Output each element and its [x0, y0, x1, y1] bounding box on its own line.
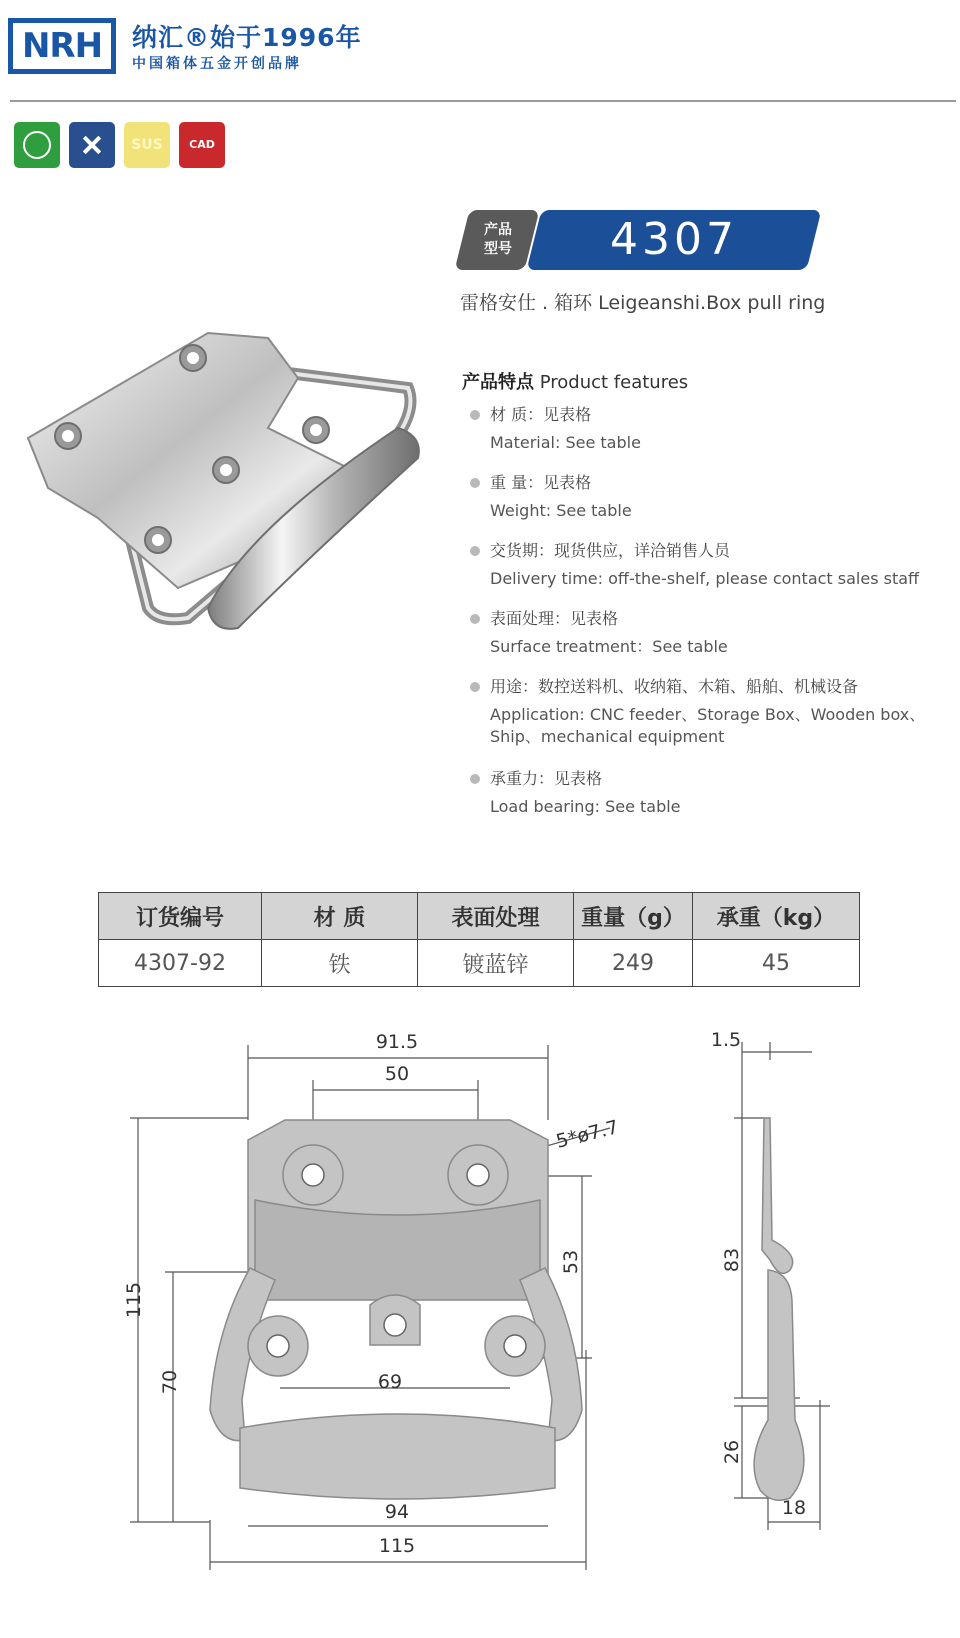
dim-hole-spacing: 50: [384, 1063, 410, 1085]
dim-lower-hole-spacing: 69: [377, 1371, 403, 1393]
table-cell: 45: [693, 940, 860, 987]
tools-icon: [69, 122, 115, 168]
eco-leaf-icon: [14, 122, 60, 168]
dim-handle-height: 70: [159, 1369, 181, 1395]
feature-en: Surface treatment：See table: [490, 637, 728, 656]
feature-cn: 表面处理：见表格: [490, 609, 619, 628]
header-divider: [10, 100, 956, 102]
dim-bottom-width: 115: [378, 1535, 416, 1557]
feature-cn: 用途：数控送料机、收纳箱、木箱、船舶、机械设备: [490, 677, 859, 696]
feature-cn: 承重力：见表格: [490, 769, 603, 788]
table-header: 表面处理: [418, 893, 574, 940]
cad-icon: CAD: [179, 122, 225, 168]
dim-thickness: 1.5: [710, 1029, 742, 1051]
model-tag-label: [476, 221, 520, 259]
bullet-icon: [470, 682, 480, 692]
feature-en: Application: CNC feeder、Storage Box、Wooden box、Ship、mechanical equipment: [490, 705, 926, 746]
model-tag-line1: 产品: [484, 222, 512, 238]
features-heading: [462, 368, 688, 394]
table-cell: 铁: [262, 940, 418, 987]
spec-table: [98, 892, 860, 987]
bullet-icon: [470, 774, 480, 784]
dim-holes: 5*ø7.7: [553, 1116, 621, 1153]
dim-height-lower: 26: [721, 1439, 743, 1465]
bullet-icon: [470, 546, 480, 556]
feature-cn: 材 质：见表格: [490, 405, 592, 424]
feature-delivery: [470, 538, 940, 598]
table-cell: 249: [574, 940, 693, 987]
table-header: 承重（kg）: [693, 893, 860, 940]
table-header: 订货编号: [99, 893, 262, 940]
feature-surface: [470, 606, 940, 666]
brand-subtitle: 中国箱体五金开创品牌: [132, 56, 302, 72]
feature-en: Weight: See table: [490, 501, 632, 520]
bullet-icon: [470, 410, 480, 420]
features-heading-cn: 产品特点: [462, 372, 534, 393]
table-cell: 镀蓝锌: [418, 940, 574, 987]
technical-drawing: [0, 1000, 960, 1620]
features-heading-en: Product features: [539, 372, 689, 393]
product-photo: [18, 318, 438, 638]
table-header-row: [99, 893, 860, 940]
sus-icon: SUS: [124, 122, 170, 168]
table-row: [99, 940, 860, 987]
bullet-icon: [470, 478, 480, 488]
nrh-logo: NRH: [8, 18, 116, 74]
feature-cn: 重 量：见表格: [490, 473, 592, 492]
feature-load: [470, 766, 940, 826]
feature-application: [470, 674, 940, 758]
feature-material: [470, 402, 940, 462]
dim-depth: 18: [781, 1497, 807, 1519]
model-number: 4307: [610, 214, 738, 265]
bullet-icon: [470, 614, 480, 624]
dim-top-width: 91.5: [375, 1031, 419, 1053]
product-name: 雷格安仕 . 箱环 Leigeanshi.Box pull ring: [460, 292, 826, 314]
feature-en: Material: See table: [490, 433, 641, 452]
model-tag-line2: 型号: [484, 241, 512, 257]
feature-en: Delivery time: off-the-shelf, please contact sales staff: [490, 569, 920, 588]
feature-weight: [470, 470, 940, 530]
dim-height-upper: 83: [721, 1247, 743, 1273]
table-header: 材 质: [262, 893, 418, 940]
table-cell: 4307-92: [99, 940, 262, 987]
dim-plate-height: 53: [560, 1249, 582, 1275]
dim-grip-length: 94: [384, 1501, 410, 1523]
dim-height-total: 115: [123, 1281, 145, 1319]
table-header: 重量（g）: [574, 893, 693, 940]
feature-en: Load bearing: See table: [490, 797, 681, 816]
brand-title: 纳汇®始于1996年: [132, 23, 362, 52]
feature-cn: 交货期：现货供应，详洽销售人员: [490, 541, 731, 560]
